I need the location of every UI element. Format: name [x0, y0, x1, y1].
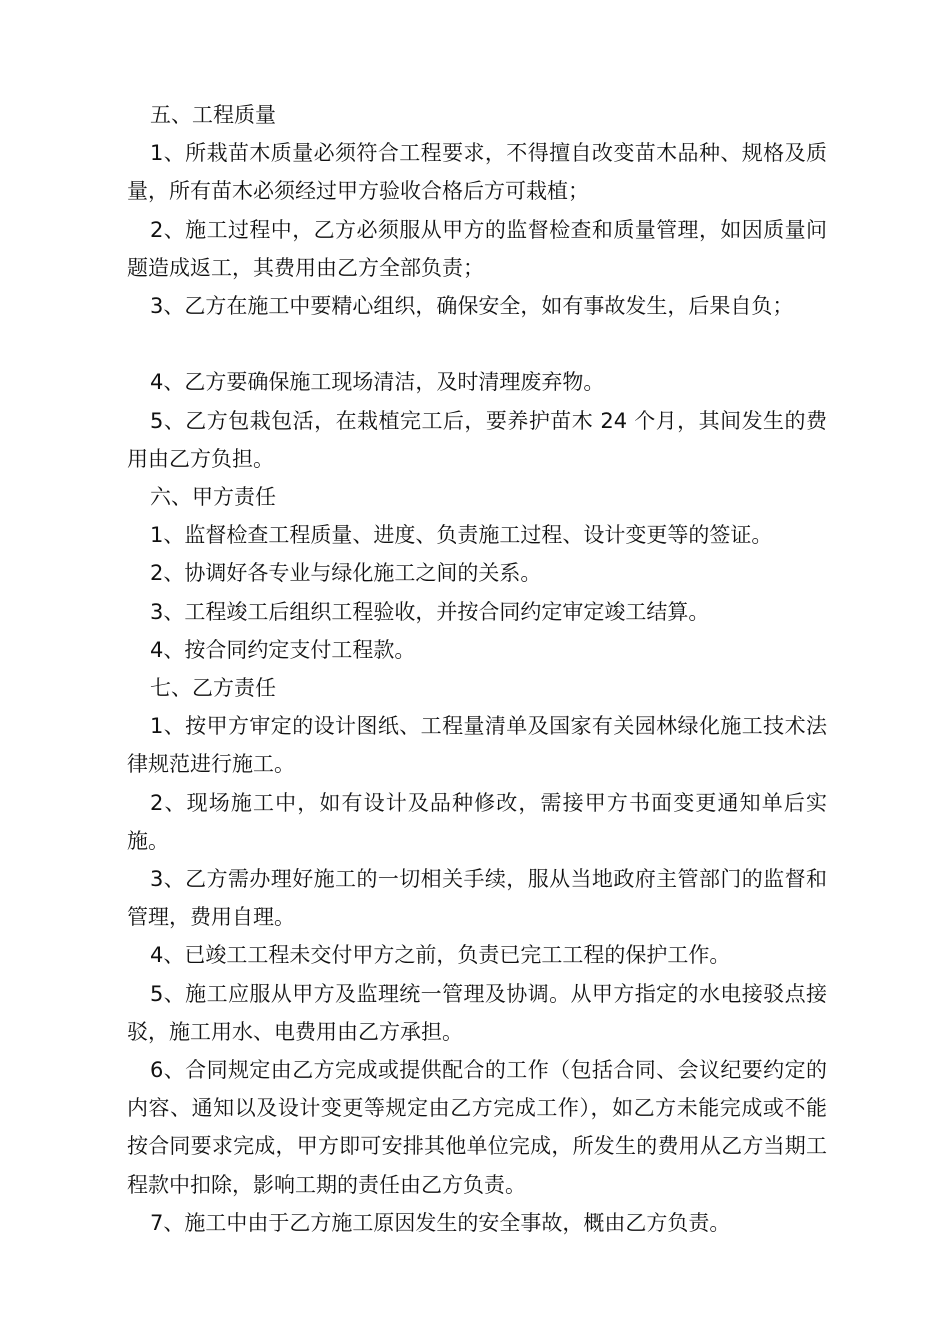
- party-b-item-4: 4、已竣工工程未交付甲方之前，负责已完工工程的保护工作。: [150, 943, 731, 968]
- quality-item-2: 2、施工过程中，乙方必须服从甲方的监督检查和质量管理，如因质量问题造成返工，其费用由乙方全部负责；: [127, 217, 827, 280]
- party-b-item-2: 2、现场施工中，如有设计及品种修改，需接甲方书面变更通知单后实施。: [127, 790, 827, 853]
- party-a-item-1: 1、监督检查工程质量、进度、负责施工过程、设计变更等的签证。: [150, 523, 773, 548]
- quality-item-1: 1、所栽苗木质量必须符合工程要求，不得擅自改变苗木品种、规格及质量，所有苗木必须经过甲方验收合格后方可栽植；: [127, 141, 827, 204]
- party-b-item-5: 5、施工应服从甲方及监理统一管理及协调。从甲方指定的水电接驳点接驳，施工用水、电费用由乙方承担。: [127, 981, 827, 1044]
- party-b-item-7: 7、施工中由于乙方施工原因发生的安全事故，概由乙方负责。: [150, 1210, 731, 1235]
- quality-item-4: 4、乙方要确保施工现场清洁，及时清理废弃物。: [150, 370, 605, 395]
- document-page: [127, 96, 827, 1242]
- party-a-item-3: 3、工程竣工后组织工程验收，并按合同约定审定竣工结算。: [150, 599, 710, 624]
- party-a-item-4: 4、按合同约定支付工程款。: [150, 637, 416, 662]
- party-a-item-2: 2、协调好各专业与绿化施工之间的关系。: [150, 561, 542, 586]
- quality-item-5: 5、乙方包栽包活，在栽植完工后，要养护苗木 24 个月，其间发生的费用由乙方负担。: [127, 408, 827, 471]
- section-heading-party-b: 七、乙方责任: [150, 676, 276, 701]
- party-b-item-6: 6、合同规定由乙方完成或提供配合的工作（包括合同、会议纪要约定的内容、通知以及设计变更等规定由乙方完成工作），如乙方未能完成或不能按合同要求完成，甲方即可安排其他单位完成，所发生的费用从乙方当期工程款中扣除，影响工期的责任由乙方负责。: [127, 1058, 827, 1197]
- party-b-item-3: 3、乙方需办理好施工的一切相关手续，服从当地政府主管部门的监督和管理，费用自理。: [127, 867, 827, 930]
- blank-line: [127, 325, 827, 363]
- quality-item-3: 3、乙方在施工中要精心组织，确保安全，如有事故发生，后果自负；: [150, 294, 794, 319]
- section-heading-quality: 五、工程质量: [150, 103, 276, 127]
- section-heading-party-a: 六、甲方责任: [150, 485, 276, 510]
- party-b-item-1: 1、按甲方审定的设计图纸、工程量清单及国家有关园林绿化施工技术法律规范进行施工。: [127, 714, 827, 777]
